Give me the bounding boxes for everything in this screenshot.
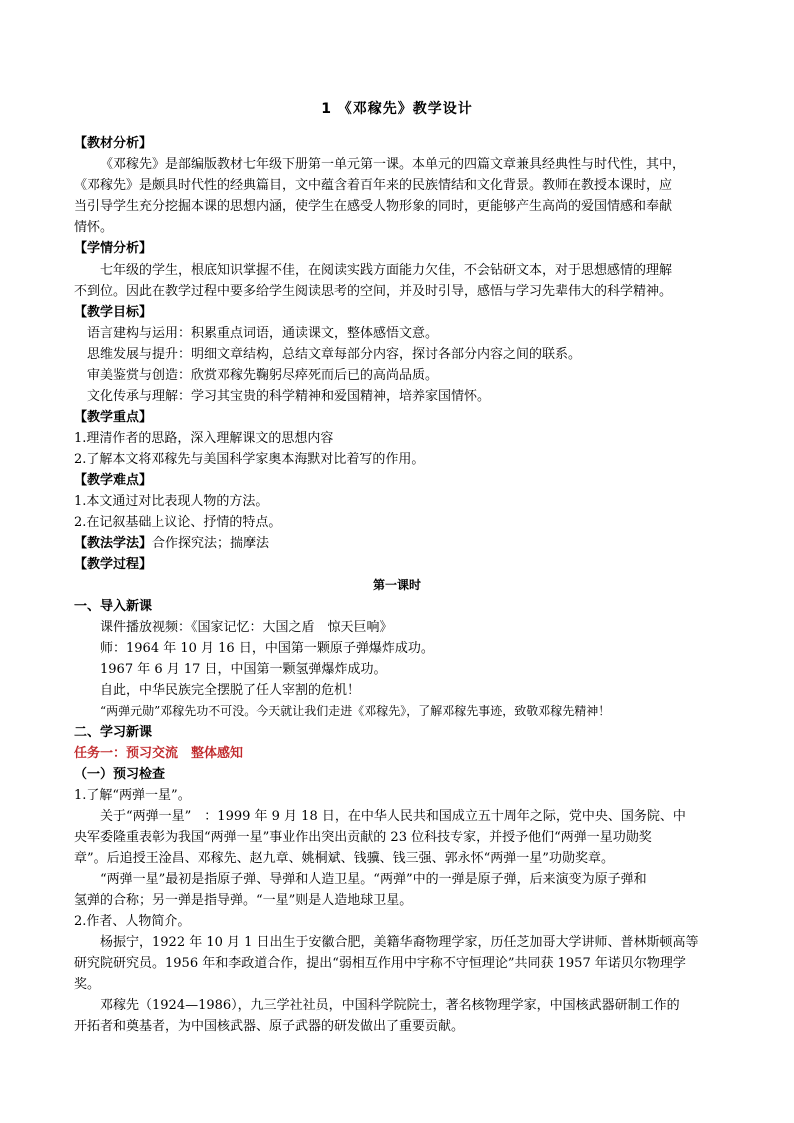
paragraph-line: 当引导学生充分挖掘本课的思想内涵，使学生在感受人物形象的同时，更能够产生高尚的爱国情感和奉献 — [74, 199, 673, 214]
section-head-nandian: 【教学难点】 — [74, 473, 153, 488]
paragraph-line: 关于“两弹一星” ：1999 年 9 月 18 日，在中华人民共和国成立五十周年之际，党中央、国务院、中 — [100, 809, 686, 824]
method-text: 合作探究法；揣摩法 — [152, 536, 270, 551]
paragraph-line: 不到位。因此在教学过程中要多给学生阅读思考的空间，并及时引导，感悟与学习先辈伟大的科学精神。 — [74, 284, 673, 299]
section-head-zhongdian: 【教学重点】 — [74, 410, 153, 425]
paragraph-line: 奖。 — [74, 977, 101, 992]
paragraph-line: 研究院研究员。1956 年和李政道合作，提出“弱相互作用中宇称不守恒理论”共同获 1957 年诺贝尔物理学 — [74, 956, 686, 971]
paragraph-line: 央军委隆重表彰为我国“两弹一星”事业作出突出贡献的 23 位科技专家，并授予他们“两弹一星功勋奖 — [74, 830, 652, 845]
section-head-jiaofa: 【教法学法】 — [74, 536, 153, 551]
difficulty-item: 1.本文通过对比表现人物的方法。 — [74, 494, 269, 509]
section-head-jiaocai: 【教材分析】 — [74, 136, 153, 151]
goal-item: 审美鉴赏与创造：欣赏邓稼先鞠躬尽瘁死而后已的高尚品质。 — [87, 368, 439, 383]
paragraph-line: 氢弹的合称；另一弹是指导弹。“一星”则是人造地球卫星。 — [74, 893, 413, 908]
subsection-head: （一）预习检查 — [74, 767, 166, 782]
paragraph-line: 邓稼先（1924—1986），九三学社社员，中国科学院院士，著名核物理学家，中国核武器研制工作的 — [100, 998, 680, 1013]
goal-item: 思维发展与提升：明细文章结构，总结文章每部分内容，探讨各部分内容之间的联系。 — [87, 347, 582, 362]
intro-line: “两弹元勋”邓稼先功不可没。今天就让我们走进《邓稼先》，了解邓稼先事迹，致敬邓稼先精神！ — [100, 704, 611, 718]
part-head-intro: 一、导入新课 — [74, 599, 153, 614]
paragraph-line: 杨振宁，1922 年 10 月 1 日出生于安徽合肥，美籍华裔物理学家，历任芝加哥大学讲师、普林斯顿高等 — [100, 935, 699, 950]
intro-line: 1967 年 6 月 17 日，中国第一颗氢弹爆炸成功。 — [100, 662, 387, 677]
intro-line: 自此，中华民族完全摆脱了任人宰割的危机！ — [100, 683, 361, 698]
lesson-period: 第一课时 — [372, 578, 421, 592]
list-item-heading: 2.作者、人物简介。 — [74, 914, 191, 929]
list-item-heading: 1.了解“两弹一星”。 — [74, 788, 191, 803]
task-title: 任务一：预习交流 整体感知 — [74, 746, 244, 761]
paragraph-line: 情怀。 — [74, 220, 114, 235]
paragraph-line: 开拓者和奠基者，为中国核武器、原子武器的研发做出了重要贡献。 — [74, 1019, 465, 1034]
method-line — [74, 533, 724, 554]
paragraph-line: 章”。后追授王淦昌、邓稼先、赵九章、姚桐斌、钱骥、钱三强、郭永怀“两弹一星”功勋奖章。 — [74, 851, 614, 866]
paragraph-line: “两弹一星”最初是指原子弹、导弹和人造卫星。“两弹”中的一弹是原子弹，后来演变为原子弹和 — [100, 872, 647, 887]
paragraph-line: 《邓稼先》是颇具时代性的经典篇目，文中蕴含着百年来的民族情结和文化背景。教师在教授本课时，应 — [74, 178, 673, 193]
intro-line: 师：1964 年 10 月 16 日，中国第一颗原子弹爆炸成功。 — [100, 641, 434, 656]
page-title: 1 《邓稼先》教学设计 — [321, 101, 473, 117]
goal-item: 语言建构与运用：积累重点词语，通读课文，整体感悟文意。 — [87, 326, 439, 341]
paragraph-line: 《邓稼先》是部编版教材七年级下册第一单元第一课。本单元的四篇文章兼具经典性与时代性，其中， — [100, 157, 686, 172]
key-point-item: 1.理清作者的思路，深入理解课文的思想内容 — [74, 431, 334, 446]
intro-line: 课件播放视频：《国家记忆：大国之盾 惊天巨响》 — [100, 620, 393, 635]
section-head-xueqing: 【学情分析】 — [74, 241, 153, 256]
part-head-new-lesson: 二、学习新课 — [74, 725, 153, 740]
section-head-guocheng: 【教学过程】 — [74, 557, 153, 572]
goal-item: 文化传承与理解：学习其宝贵的科学精神和爱国精神，培养家国情怀。 — [87, 389, 491, 404]
section-head-mubiao: 【教学目标】 — [74, 305, 153, 320]
difficulty-item: 2.在记叙基础上议论、抒情的特点。 — [74, 515, 282, 530]
key-point-item: 2.了解本文将邓稼先与美国科学家奥本海默对比着写的作用。 — [74, 452, 425, 467]
paragraph-line: 七年级的学生，根底知识掌握不佳，在阅读实践方面能力欠佳，不会钻研文本，对于思想感情的理解 — [100, 263, 673, 278]
